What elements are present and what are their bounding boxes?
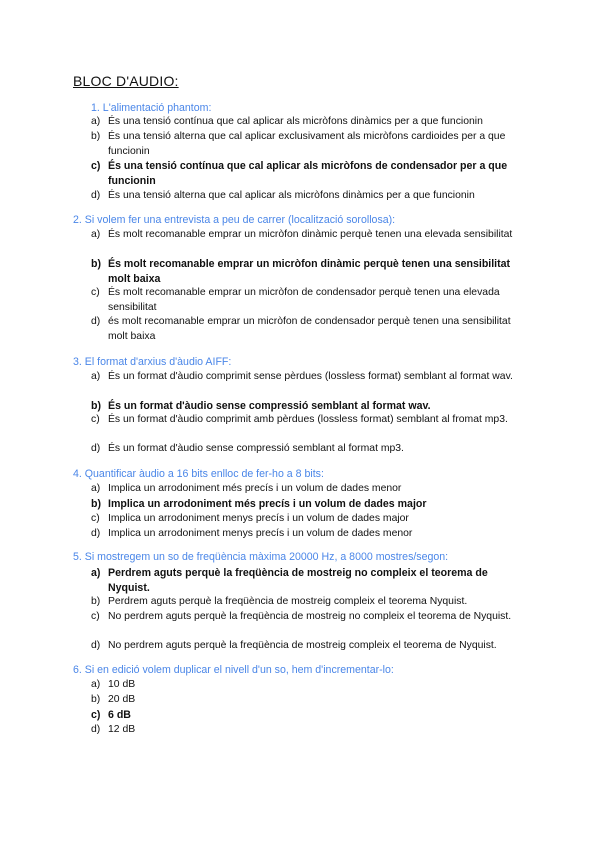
answer-option-correct xyxy=(91,159,531,188)
question-6 xyxy=(73,663,533,677)
question-text: El format d'arxius d'àudio AIFF: xyxy=(84,356,232,368)
answer-option-correct xyxy=(91,399,531,414)
option-letter: b) xyxy=(91,400,101,412)
answer-option xyxy=(91,413,531,428)
answer-option xyxy=(91,370,531,385)
option-letter: a) xyxy=(91,483,101,494)
option-text: És una tensió contínua que cal aplicar als micròfons dinàmics per a que funcionin xyxy=(108,116,483,127)
option-text: Implica un arrodoniment menys precís i un volum de dades menor xyxy=(108,528,413,539)
question-number: 6. xyxy=(73,664,82,676)
answer-option xyxy=(91,610,531,625)
option-letter: b) xyxy=(91,596,101,607)
option-letter: b) xyxy=(91,498,101,510)
question-3 xyxy=(73,355,533,369)
question-4 xyxy=(73,467,533,481)
option-text: 10 dB xyxy=(108,679,136,690)
question-text: L'alimentació phantom: xyxy=(102,102,212,114)
option-text: 12 dB xyxy=(108,724,136,735)
option-letter: c) xyxy=(91,160,101,172)
question-number: 1. xyxy=(91,102,100,114)
option-letter: b) xyxy=(91,694,101,705)
question-text: Si mostregem un so de freqüència màxima 20000 Hz, a 8000 mostres/segon: xyxy=(84,551,449,563)
answer-option xyxy=(91,723,531,738)
option-letter: b) xyxy=(91,258,101,270)
option-text: És un format d'àudio sense compressió semblant al format wav. xyxy=(108,400,431,412)
answer-option xyxy=(91,315,531,344)
answer-option xyxy=(91,639,531,654)
question-number: 4. xyxy=(73,468,82,480)
answer-option xyxy=(91,678,531,693)
option-letter: a) xyxy=(91,371,101,382)
answer-option xyxy=(91,228,531,243)
option-letter: c) xyxy=(91,709,101,721)
option-letter: c) xyxy=(91,611,100,622)
option-letter: a) xyxy=(91,567,101,579)
option-text: És molt recomanable emprar un micròfon de condensador perquè tenen una elevada sensibilitat xyxy=(108,287,500,313)
answer-option xyxy=(91,693,531,708)
option-text: És una tensió alterna que cal aplicar als micròfons dinàmics per a que funcionin xyxy=(108,190,475,201)
option-letter: c) xyxy=(91,513,100,524)
option-text: És un format d'àudio comprimit amb pèrdues (lossless format) semblant al fromat mp3. xyxy=(108,414,508,425)
option-text: és molt recomanable emprar un micròfon de condensador perquè tenen una sensibilitat molt baixa xyxy=(108,316,511,342)
option-text: És un format d'àudio comprimit sense pèrdues (lossless format) semblant al format wav. xyxy=(108,371,513,382)
question-2 xyxy=(73,213,533,227)
question-number: 2. xyxy=(73,214,82,226)
option-letter: a) xyxy=(91,679,101,690)
option-letter: d) xyxy=(91,190,101,201)
option-text: No perdrem aguts perquè la freqüència de mostreig no compleix el teorema de Nyquist. xyxy=(108,611,512,622)
option-text: Perdrem aguts perquè la freqüència de mostreig no compleix el teorema de Nyquist. xyxy=(108,567,488,594)
option-letter: d) xyxy=(91,443,101,454)
option-text: És molt recomanable emprar un micròfon dinàmic perquè tenen una elevada sensibilitat xyxy=(108,229,513,240)
answer-option xyxy=(91,286,531,315)
option-letter: c) xyxy=(91,414,100,425)
answer-option-correct xyxy=(91,708,531,723)
option-letter: a) xyxy=(91,229,101,240)
option-text: És una tensió contínua que cal aplicar als micròfons de condensador per a que funcionin xyxy=(108,160,508,187)
option-letter: d) xyxy=(91,724,101,735)
option-text: 6 dB xyxy=(108,709,131,721)
answer-option-correct xyxy=(91,257,531,286)
answer-option-correct xyxy=(91,497,531,512)
option-text: Perdrem aguts perquè la freqüència de mostreig compleix el teorema Nyquist. xyxy=(108,596,468,607)
option-text: 20 dB xyxy=(108,694,136,705)
answer-option-correct xyxy=(91,566,531,595)
option-letter: d) xyxy=(91,316,101,327)
answer-option xyxy=(91,595,531,610)
answer-option xyxy=(91,442,531,457)
option-letter: b) xyxy=(91,131,101,142)
question-number: 5. xyxy=(73,551,82,563)
option-text: És molt recomanable emprar un micròfon dinàmic perquè tenen una sensibilitat molt baixa xyxy=(108,258,511,285)
answer-option xyxy=(91,189,531,204)
option-text: És una tensió alterna que cal aplicar exclusivament als micròfons cardioides per a que funcionin xyxy=(108,131,506,157)
question-1 xyxy=(91,101,551,115)
option-text: Implica un arrodoniment més precís i un volum de dades menor xyxy=(108,483,402,494)
option-text: És un format d'àudio sense compressió semblant al format mp3. xyxy=(108,443,404,454)
option-text: Implica un arrodoniment menys precís i un volum de dades major xyxy=(108,513,409,524)
option-letter: d) xyxy=(91,528,101,539)
question-text: Si volem fer una entrevista a peu de carrer (localització sorollosa): xyxy=(84,214,396,226)
question-5 xyxy=(73,550,533,564)
option-text: No perdrem aguts perquè la freqüència de mostreig compleix el teorema de Nyquist. xyxy=(108,640,497,651)
answer-option xyxy=(91,115,531,130)
page-title: BLOC D'AUDIO: xyxy=(73,73,179,89)
answer-option xyxy=(91,527,531,542)
option-letter: d) xyxy=(91,640,101,651)
answer-option xyxy=(91,512,531,527)
option-letter: c) xyxy=(91,287,100,298)
answer-option xyxy=(91,130,531,159)
option-letter: a) xyxy=(91,116,101,127)
option-text: Implica un arrodoniment més precís i un volum de dades major xyxy=(108,498,427,510)
question-number: 3. xyxy=(73,356,82,368)
question-text: Si en edició volem duplicar el nivell d'un so, hem d'incrementar-lo: xyxy=(84,664,394,676)
question-text: Quantificar àudio a 16 bits enlloc de fer-ho a 8 bits: xyxy=(84,468,324,480)
answer-option xyxy=(91,482,531,497)
